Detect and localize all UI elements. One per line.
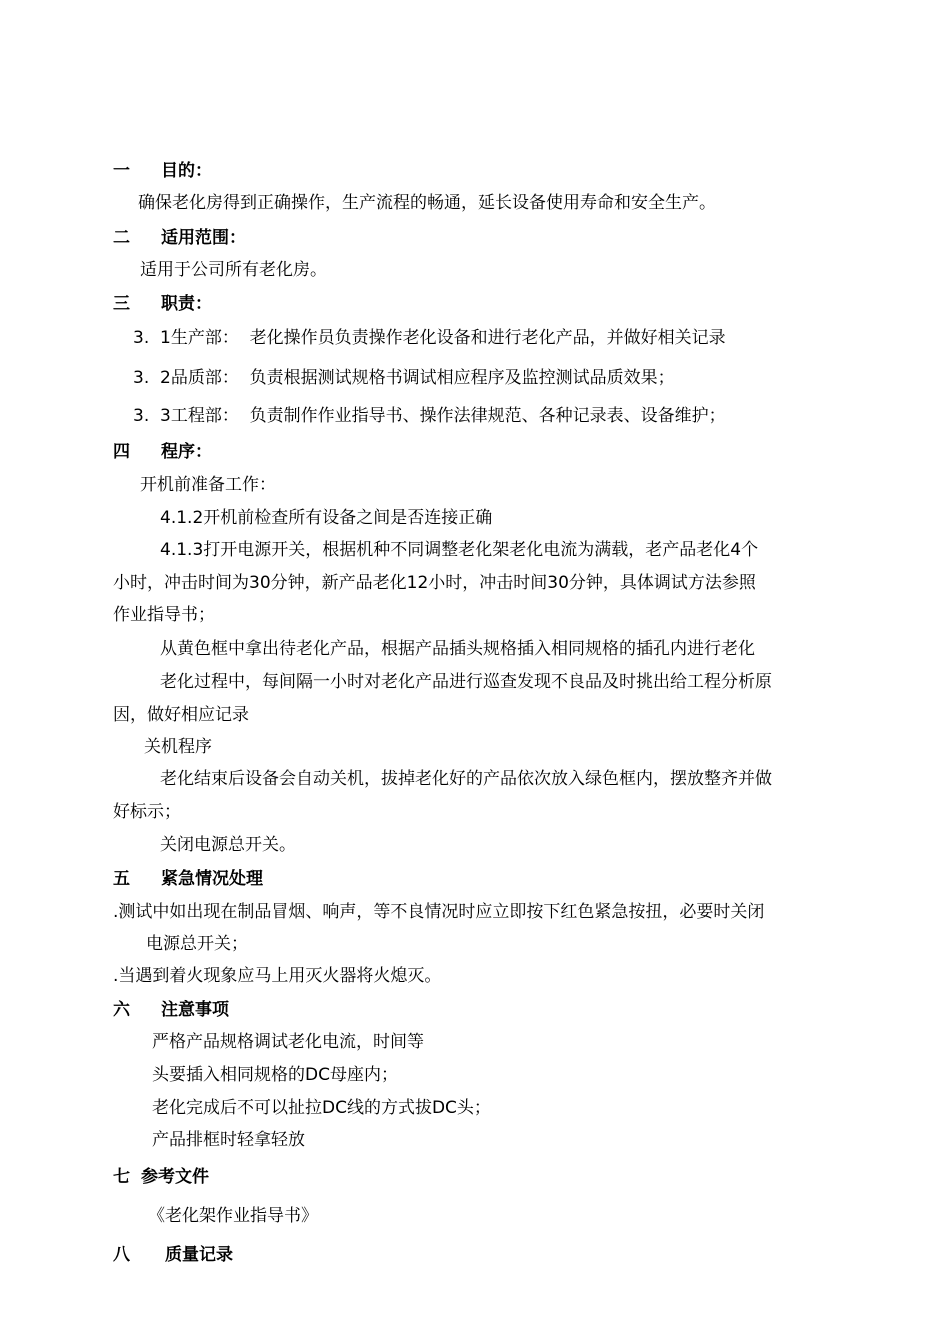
shutdown-step-line2: 好标示；	[113, 802, 181, 822]
emergency-item1-line1: .测试中如出现在制品冒烟、响声，等不良情况时应立即按下红色紧急按扭，必要时关闭	[113, 902, 765, 922]
note-item: 老化完成后不可以扯拉DC线的方式拔DC头；	[152, 1098, 491, 1118]
reference-document: 《老化架作业指导书》	[148, 1206, 318, 1226]
section-number: 七	[113, 1167, 130, 1187]
section-title: 质量记录	[165, 1245, 233, 1265]
section-number: 五	[113, 869, 130, 889]
purpose-text: 确保老化房得到正确操作，生产流程的畅通，延长设备使用寿命和安全生产。	[138, 193, 716, 213]
prep-title: 开机前准备工作：	[140, 475, 276, 495]
duty-quality: 3. 2品质部： 负责根据测试规格书调试相应程序及监控测试品质效果；	[133, 368, 675, 388]
note-item: 产品排框时轻拿轻放	[152, 1130, 305, 1150]
section-heading-references	[113, 1165, 209, 1189]
duty-engineering: 3. 3工程部： 负责制作作业指导书、操作法律规范、各种记录表、设备维护；	[133, 406, 726, 426]
section-heading-notes	[113, 998, 229, 1022]
section-number: 八	[113, 1245, 130, 1265]
note-item: 严格产品规格调试老化电流，时间等	[152, 1032, 424, 1052]
section-number: 一	[113, 161, 130, 181]
section-heading-procedure	[113, 440, 212, 464]
shutdown-power-off: 关闭电源总开关。	[160, 835, 296, 855]
section-title: 紧急情况处理	[161, 869, 263, 889]
note-item: 头要插入相同规格的DC母座内；	[152, 1065, 398, 1085]
section-heading-scope	[113, 226, 246, 250]
section-heading-emergency	[113, 867, 263, 891]
section-heading-duties	[113, 292, 212, 316]
section-title: 参考文件	[141, 1167, 209, 1187]
duty-production: 3. 1生产部： 老化操作员负责操作老化设备和进行老化产品，并做好相关记录	[133, 328, 726, 348]
section-title: 程序：	[161, 442, 212, 462]
section-title: 职责：	[161, 294, 212, 314]
emergency-item2: .当遇到着火现象应马上用灭火器将火熄灭。	[113, 966, 442, 986]
scope-text: 适用于公司所有老化房。	[140, 260, 327, 280]
shutdown-title: 关机程序	[144, 737, 212, 757]
emergency-item1-line2: 电源总开关；	[146, 934, 248, 954]
step-load-products: 从黄色框中拿出待老化产品，根据产品插头规格插入相同规格的插孔内进行老化	[160, 639, 755, 659]
section-title: 目的：	[161, 161, 212, 181]
section-heading-purpose	[113, 159, 212, 183]
step-4-1-2: 4.1.2开机前检查所有设备之间是否连接正确	[160, 508, 493, 528]
section-heading-quality-records	[113, 1243, 233, 1267]
step-4-1-3-line1: 4.1.3打开电源开关，根据机种不同调整老化架老化电流为满载，老产品老化4个	[160, 540, 759, 560]
section-number: 四	[113, 442, 130, 462]
section-title: 注意事项	[161, 1000, 229, 1020]
section-number: 三	[113, 294, 130, 314]
step-inspection-line1: 老化过程中，每间隔一小时对老化产品进行巡查发现不良品及时挑出给工程分析原	[160, 672, 772, 692]
section-title: 适用范围：	[161, 228, 246, 248]
section-number: 六	[113, 1000, 130, 1020]
step-inspection-line2: 因，做好相应记录	[113, 705, 249, 725]
section-number: 二	[113, 228, 130, 248]
step-4-1-3-line3: 作业指导书；	[113, 605, 215, 625]
step-4-1-3-line2: 小时，冲击时间为30分钟，新产品老化12小时，冲击时间30分钟，具体调试方法参照	[113, 573, 756, 593]
shutdown-step-line1: 老化结束后设备会自动关机，拔掉老化好的产品依次放入绿色框内，摆放整齐并做	[160, 769, 772, 789]
